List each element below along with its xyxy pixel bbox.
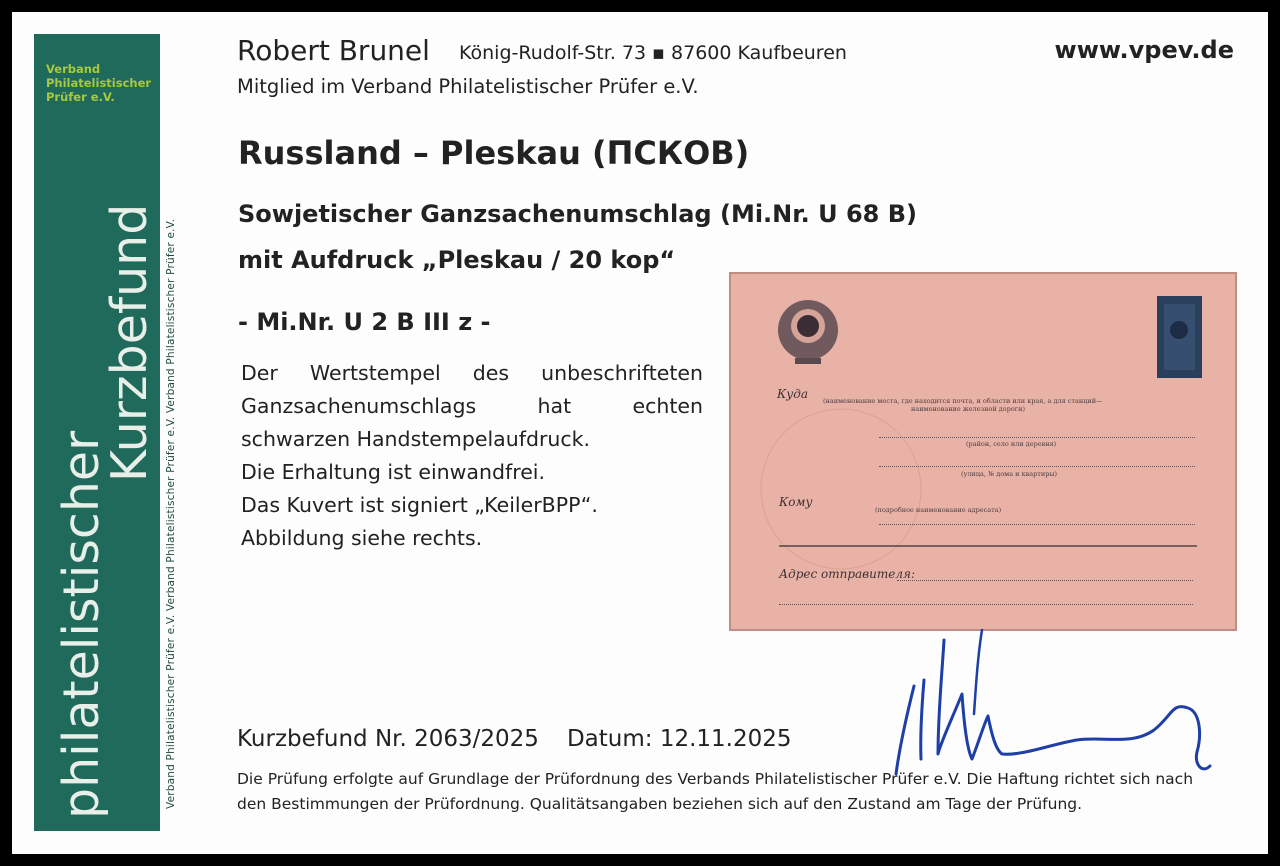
envelope-line xyxy=(779,604,1193,605)
findings-text xyxy=(241,357,703,555)
envelope-hint-4: (подробное наименование адресата) xyxy=(875,506,1002,514)
envelope-line xyxy=(879,524,1195,525)
signature-icon xyxy=(872,624,1222,784)
item-title: Russland – Pleskau (ПСКОВ) xyxy=(238,134,750,172)
sidebar-banner xyxy=(34,34,160,831)
association-line-2: Philatelistischer xyxy=(46,76,152,90)
vertical-title-kurzbefund: Kurzbefund xyxy=(101,203,158,482)
examiner-name: Robert Brunel xyxy=(237,34,430,67)
envelope-hint-3: (улица, № дома и квартиры) xyxy=(961,470,1058,478)
findings-line: Die Erhaltung ist einwandfrei. xyxy=(241,460,546,484)
findings-line: Der Wertstempel des unbeschrifteten xyxy=(241,361,703,385)
envelope-image xyxy=(729,272,1237,631)
disclaimer-text: Die Prüfung erfolgte auf Grundlage der Prüfordnung des Verbands Philatelistischer Prüfer e.V. Die Haftung richtet sich nach den Bestimmungen der Prüfordnung. Qualitätsangaben beziehen sich auf den Zustand am Tage der Prüfung. xyxy=(237,770,1194,813)
envelope-line xyxy=(879,466,1195,467)
findings-line: Ganzsachenumschlags hat echten xyxy=(241,394,703,418)
association-logo-text xyxy=(46,62,151,104)
findings-line: Das Kuvert ist signiert „KeilerBPP“. xyxy=(241,493,598,517)
website-link[interactable]: www.vpev.de xyxy=(1054,36,1234,64)
examiner-address: König-Rudolf-Str. 73 ▪ 87600 Kaufbeuren xyxy=(459,42,847,64)
envelope-label-sender: Адрес отправителя: xyxy=(779,567,916,581)
association-line-3: Prüfer e.V. xyxy=(46,90,115,104)
vertical-title-philatelistischer: philatelistischer xyxy=(53,430,110,819)
envelope-label-whom: Кому xyxy=(779,495,813,509)
envelope-label-to: Куда xyxy=(777,387,809,401)
envelope-hint-1: (наименование места, где находится почта, и области или края, а для станций— xyxy=(823,397,1103,405)
report-number: Kurzbefund Nr. 2063/2025 xyxy=(237,726,539,752)
association-line-1: Verband xyxy=(46,62,101,76)
item-description-2: mit Aufdruck „Pleskau / 20 kop“ xyxy=(238,246,676,274)
postage-stamp-icon xyxy=(1157,296,1202,378)
findings-line: Abbildung siehe rechts. xyxy=(241,526,483,550)
catalog-number: - Mi.Nr. U 2 B III z - xyxy=(238,308,491,336)
report-line xyxy=(237,726,792,752)
vertical-association-repeat: Verband Philatelistischer Prüfer e.V. Verband Philatelistischer Prüfer e.V. Verband Philatelistischer Prüfer e.V. xyxy=(165,218,177,809)
certificate-card xyxy=(12,12,1268,854)
findings-line: schwarzen Handstempelaufdruck. xyxy=(241,427,591,451)
membership-line: Mitglied im Verband Philatelistischer Prüfer e.V. xyxy=(237,75,699,98)
envelope-hint-1b: наименование железной дороги) xyxy=(911,405,1026,413)
report-date: Datum: 12.11.2025 xyxy=(566,726,792,752)
envelope-line xyxy=(879,437,1195,438)
envelope-hint-2: (район, село или деревня) xyxy=(966,440,1057,448)
item-description-1: Sowjetischer Ganzsachenumschlag (Mi.Nr. U 68 B) xyxy=(238,200,917,228)
envelope-line xyxy=(897,580,1193,581)
soviet-emblem-icon xyxy=(778,300,838,364)
